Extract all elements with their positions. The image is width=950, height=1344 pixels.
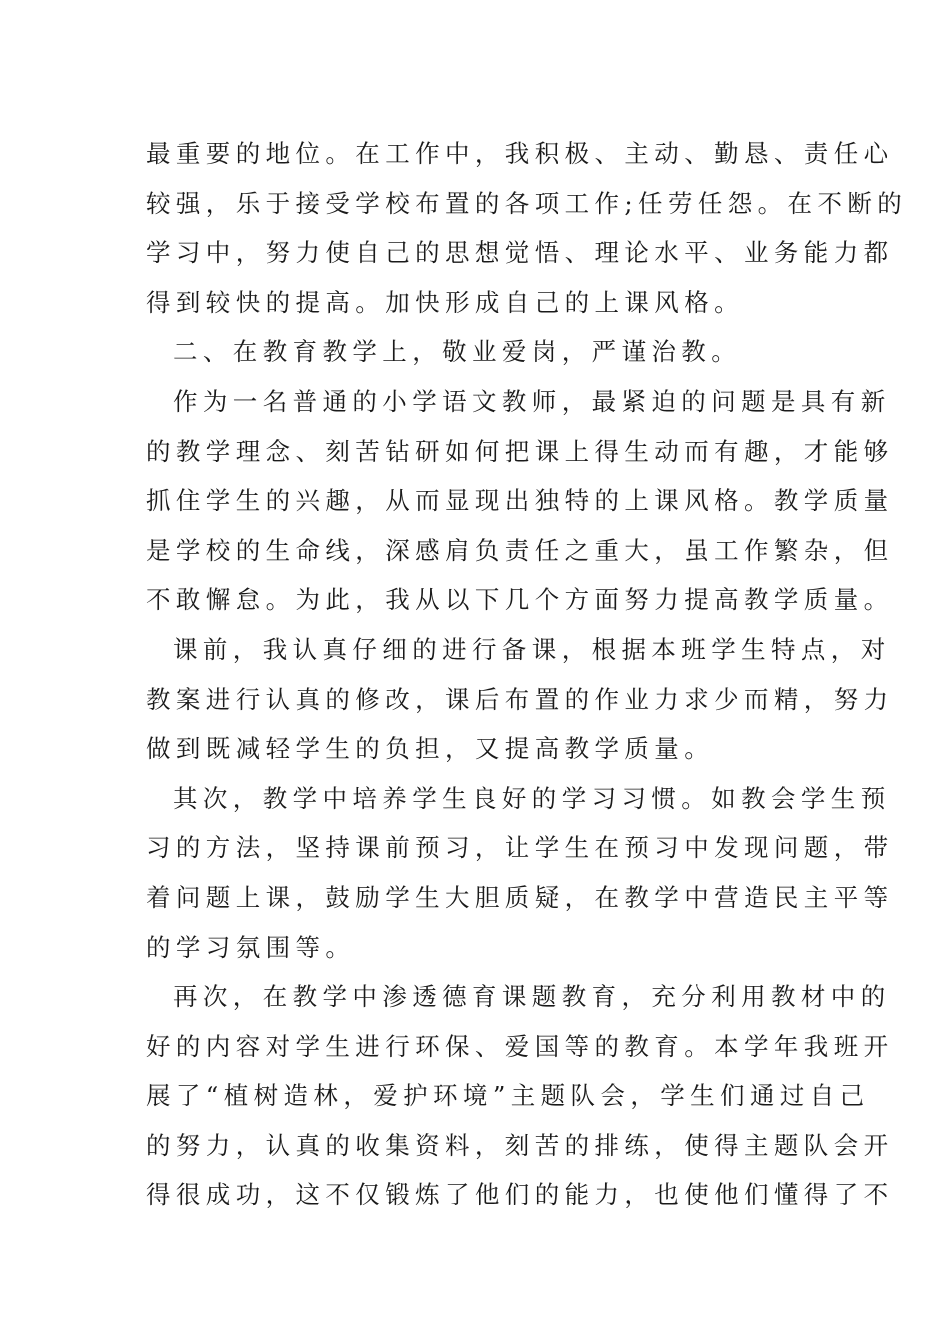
text-line: 学习中，努力使自己的思想觉悟、理论水平、业务能力都 [146,238,894,268]
text-line: 再次，在教学中渗透德育课题教育，充分利用教材中的 [173,982,891,1012]
text-line: 其次，教学中培养学生良好的学习习惯。如教会学生预 [173,783,891,813]
document-body [146,129,908,1220]
text-line: 得很成功，这不仅锻炼了他们的能力，也使他们懂得了不 [146,1180,894,1210]
text-line: 较强，乐于接受学校布置的各项工作;任劳任怨。在不断的 [146,188,908,218]
text-line: 是学校的生命线，深感肩负责任之重大，虽工作繁杂，但 [146,535,894,565]
text-line: 不敢懈怠。为此，我从以下几个方面努力提高教学质量。 [146,585,894,615]
text-line: 着问题上课，鼓励学生大胆质疑，在教学中营造民主平等 [146,882,894,912]
text-line: 最重要的地位。在工作中，我积极、主动、勤恳、责任心 [146,139,894,168]
text-line: 抓住学生的兴趣，从而显现出独特的上课风格。教学质量 [146,486,894,516]
text-line: 课前，我认真仔细的进行备课，根据本班学生特点，对 [173,634,891,664]
text-line: 的努力，认真的收集资料，刻苦的排练，使得主题队会开 [146,1130,894,1160]
text-line: 得到较快的提高。加快形成自己的上课风格。 [146,287,744,317]
text-line: 习的方法，坚持课前预习，让学生在预习中发现问题，带 [146,833,894,863]
text-line: 做到既减轻学生的负担，又提高教学质量。 [146,734,715,764]
text-line: 二、在教育教学上，敬业爱岗，严谨治教。 [173,337,742,367]
text-line: 好的内容对学生进行环保、爱国等的教育。本学年我班开 [146,1031,894,1061]
text-line: 的学习氛围等。 [146,932,356,962]
text-line: 作为一名普通的小学语文教师，最紧迫的问题是具有新 [173,386,891,416]
text-line: 展了“植树造林，爱护环境”主题队会，学生们通过自己 [146,1081,870,1111]
text-line: 的教学理念、刻苦钻研如何把课上得生动而有趣，才能够 [146,436,894,466]
text-line: 教案进行认真的修改，课后布置的作业力求少而精，努力 [146,684,894,714]
